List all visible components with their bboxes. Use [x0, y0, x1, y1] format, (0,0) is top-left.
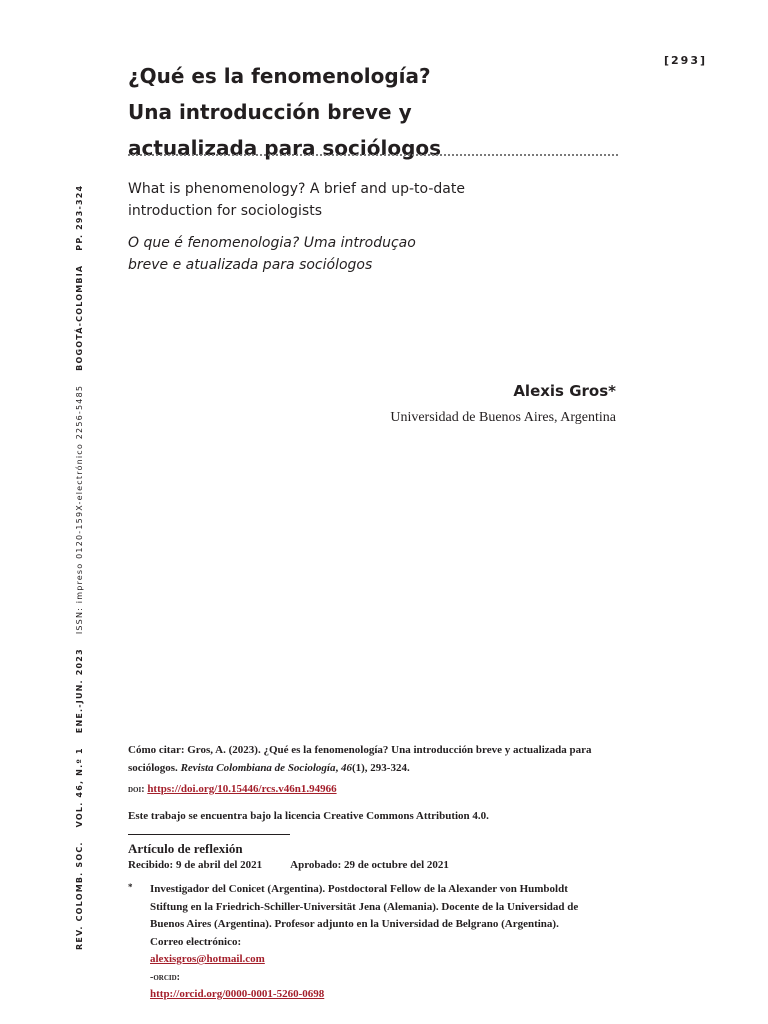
footnote-line: Investigador del Conicet (Argentina). Postdoctoral Fellow de la Alexander von Humboldt	[150, 883, 568, 895]
sidebar-dates: ENE.-JUN. 2023	[75, 648, 84, 734]
article-title-spanish	[128, 58, 628, 166]
journal-sidebar	[75, 185, 84, 950]
author-affiliation: Universidad de Buenos Aires, Argentina	[390, 410, 616, 425]
doi-label: doi:	[128, 784, 145, 795]
title-line: breve e atualizada para sociólogos	[128, 257, 373, 273]
article-title-portuguese	[128, 232, 608, 276]
footnote-contact-line	[150, 934, 618, 1004]
citation-text: Cómo citar: Gros, A. (2023). ¿Qué es la fenomenología? Una introducción breve y actualizada para sociólogos.	[128, 744, 592, 774]
sidebar-city: BOGOTÁ-COLOMBIA	[75, 264, 84, 371]
article-title-english	[128, 178, 608, 222]
section-divider	[128, 834, 290, 835]
citation-issue-pages: (1), 293-324.	[351, 762, 410, 774]
received-date: Recibido: 9 de abril del 2021	[128, 859, 263, 871]
title-line: actualizada para sociólogos	[128, 136, 442, 160]
doi-line	[128, 783, 337, 795]
citation-block	[128, 741, 618, 777]
orcid-link[interactable]: http://orcid.org/0000-0001-5260-0698	[150, 988, 325, 1000]
doi-link[interactable]: https://doi.org/10.15446/rcs.v46n1.94966	[147, 783, 337, 795]
email-link[interactable]: alexisgros@hotmail.com	[150, 953, 265, 965]
license-statement: Este trabajo se encuentra bajo la licencia Creative Commons Attribution 4.0.	[128, 810, 489, 822]
title-line: ¿Qué es la fenomenología?	[128, 64, 431, 88]
author-name: Alexis Gros*	[513, 382, 616, 400]
title-line: O que é fenomenologia? Uma introduçao	[128, 235, 416, 251]
email-label: Correo electrónico:	[150, 935, 242, 948]
sidebar-issn: ISSN: impreso 0120-159X-electrónico 2256-5485	[75, 384, 84, 635]
citation-journal: Revista Colombiana de Sociología	[180, 762, 336, 774]
title-line: Una introducción breve y	[128, 100, 412, 124]
title-line: introduction for sociologists	[128, 203, 323, 219]
footnote-line: Stiftung en la Friedrich-Schiller-Universität Jena (Alemania). Docente de la Universidad de	[150, 900, 579, 913]
article-type: Artículo de reflexión	[128, 841, 243, 856]
citation-volume: 46	[340, 762, 352, 774]
sidebar-volume: VOL. 46, N.º 1	[75, 747, 84, 828]
footnote-marker: *	[128, 882, 133, 892]
author-footnote	[150, 881, 618, 1004]
title-divider	[128, 154, 618, 156]
orcid-label: -orcid:	[150, 971, 180, 983]
approved-date: Aprobado: 29 de octubre del 2021	[290, 859, 449, 871]
sidebar-pages: PP. 293-324	[75, 184, 84, 251]
sidebar-journal: REV. COLOMB. SOC.	[75, 841, 84, 950]
citation-sep: ,	[335, 762, 341, 774]
submission-dates	[128, 859, 449, 871]
title-line: What is phenomenology? A brief and up-to-date	[128, 181, 465, 197]
footnote-line: Buenos Aires (Argentina). Profesor adjunto en la Universidad de Belgrano (Argentina).	[150, 918, 559, 930]
page-number: [293]	[664, 54, 708, 67]
